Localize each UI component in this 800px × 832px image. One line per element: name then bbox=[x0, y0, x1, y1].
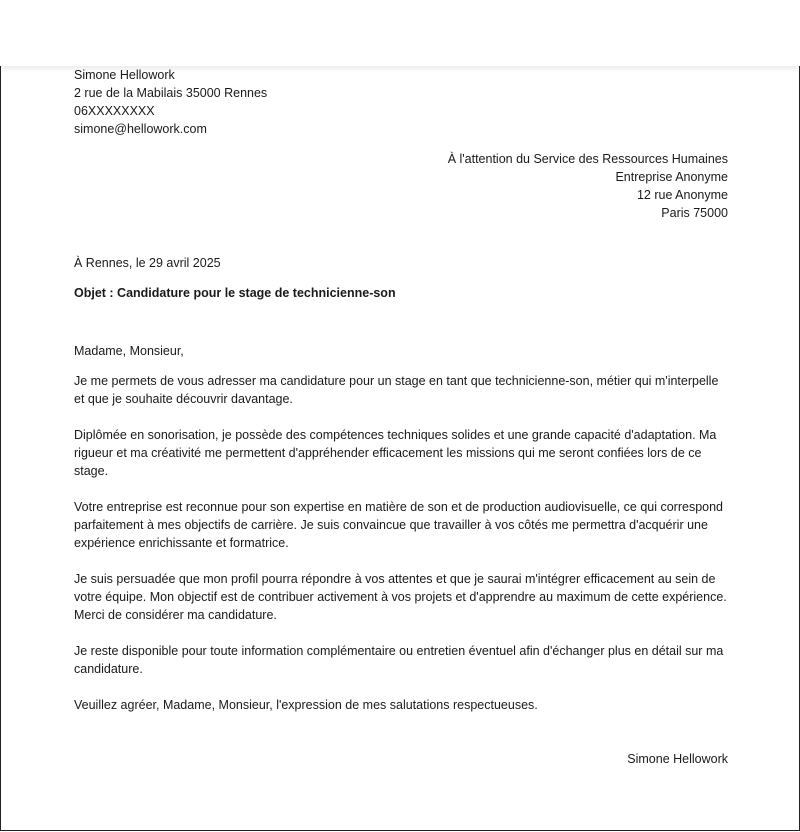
top-bar bbox=[0, 0, 800, 66]
recipient-street: 12 rue Anonyme bbox=[636, 188, 728, 202]
cover-letter bbox=[74, 66, 728, 768]
sender-email: simone@hellowork.com bbox=[74, 122, 207, 136]
salutation: Madame, Monsieur, bbox=[74, 344, 184, 358]
recipient-attention: À l'attention du Service des Ressources Humaines bbox=[447, 152, 728, 166]
date-line: À Rennes, le 29 avril 2025 bbox=[74, 256, 221, 270]
body-paragraph: Je reste disponible pour toute information complémentaire ou entretien éventuel afin d'échanger plus en détail sur ma candidature. bbox=[74, 644, 724, 676]
sender-block bbox=[74, 66, 728, 138]
body-paragraph: Je me permets de vous adresser ma candidature pour un stage en tant que technicienne-son, métier qui m'interpelle et que je souhaite découvrir davantage. bbox=[74, 374, 719, 406]
sender-address: 2 rue de la Mabilais 35000 Rennes bbox=[74, 86, 268, 100]
letter-page bbox=[0, 66, 800, 831]
recipient-company: Entreprise Anonyme bbox=[615, 170, 728, 184]
body-paragraph: Diplômée en sonorisation, je possède des compétences techniques solides et une grande capacité d'adaptation. Ma rigueur et ma créativité me permettent d'appréhender efficacement les missions qui me seront confiées lors de ce stage. bbox=[74, 428, 717, 478]
sender-phone: 06XXXXXXXX bbox=[74, 104, 155, 118]
signature: Simone Hellowork bbox=[627, 752, 728, 766]
recipient-block bbox=[74, 150, 728, 222]
body-paragraph: Je suis persuadée que mon profil pourra répondre à vos attentes et que je saurai m'intégrer efficacement au sein de votre équipe. Mon objectif est de contribuer activement à vos projets et d'apprendre au maximum de cette expérience. Merci de considérer ma candidature. bbox=[74, 572, 727, 622]
subject-line: Objet : Candidature pour le stage de technicienne-son bbox=[74, 286, 396, 300]
sender-name: Simone Hellowork bbox=[74, 68, 175, 82]
recipient-city: Paris 75000 bbox=[661, 206, 728, 220]
letter-body bbox=[74, 372, 728, 678]
closing-formula: Veuillez agréer, Madame, Monsieur, l'expression de mes salutations respectueuses. bbox=[74, 698, 538, 712]
body-paragraph: Votre entreprise est reconnue pour son expertise en matière de son et de production audiovisuelle, ce qui correspond parfaitement à mes objectifs de carrière. Je suis convaincue que travailler à vos côtés me permettra d'acquérir une expérience enrichissante et formatrice. bbox=[74, 500, 724, 550]
